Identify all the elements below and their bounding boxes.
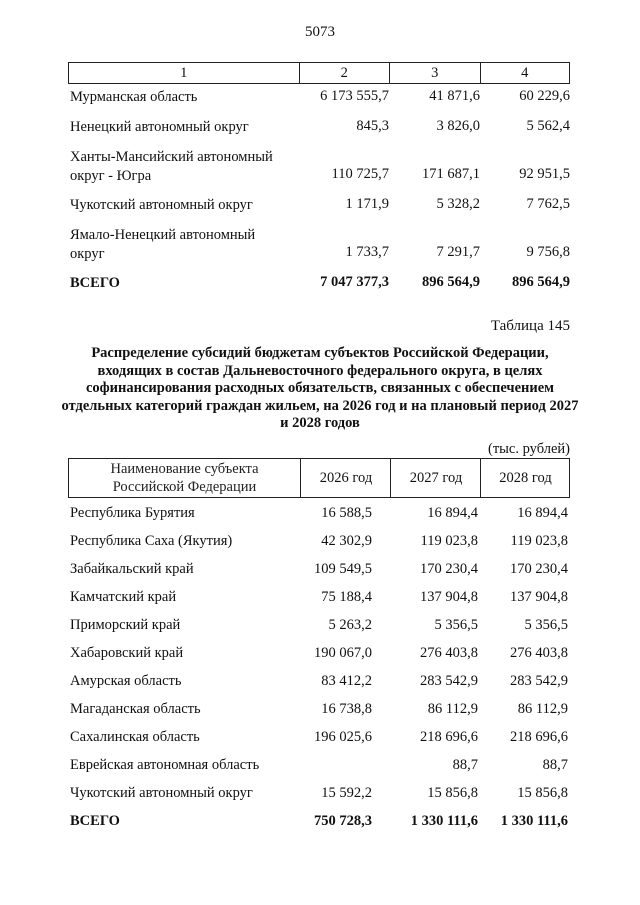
- page-number: 5073: [305, 24, 335, 40]
- column-number-2: 2: [299, 63, 389, 84]
- value-2027: 5 328,2: [436, 196, 480, 212]
- table-row: [68, 617, 570, 637]
- value-2027: 15 856,8: [427, 785, 478, 801]
- column-number-4: 4: [480, 63, 570, 84]
- region-name: Чукотский автономный округ: [70, 785, 253, 801]
- column-header-2026: 2026 год: [300, 459, 391, 497]
- total-2028: 1 330 111,6: [500, 813, 568, 829]
- value-2028: 276 403,8: [510, 645, 568, 661]
- table-row: [68, 729, 570, 749]
- value-2027: 3 826,0: [436, 118, 480, 134]
- value-2028: 9 756,8: [526, 244, 570, 260]
- value-2027: 16 894,4: [427, 505, 478, 521]
- value-2026: 16 588,5: [321, 505, 372, 521]
- value-2027: 276 403,8: [420, 645, 478, 661]
- value-2026: 6 173 555,7: [320, 88, 389, 104]
- value-2027: 5 356,5: [434, 617, 478, 633]
- region-name: Хабаровский край: [70, 645, 184, 661]
- total-2027: 1 330 111,6: [410, 813, 478, 829]
- region-name: Сахалинская область: [70, 729, 200, 745]
- value-2028: 170 230,4: [510, 561, 568, 577]
- value-2026: 109 549,5: [314, 561, 372, 577]
- value-2027: 171 687,1: [422, 166, 480, 182]
- value-2028: 7 762,5: [526, 196, 570, 212]
- value-2028: 218 696,6: [510, 729, 568, 745]
- value-2026: 42 302,9: [321, 533, 372, 549]
- value-2027: 86 112,9: [427, 701, 478, 717]
- value-2026: 1 171,9: [345, 196, 389, 212]
- value-2026: 110 725,7: [331, 166, 389, 182]
- value-2026: 5 263,2: [328, 617, 372, 633]
- table-row: [68, 561, 570, 581]
- value-2028: 119 023,8: [510, 533, 568, 549]
- value-2027: 41 871,6: [429, 88, 480, 104]
- table-row: [68, 645, 570, 665]
- column-header-2027: 2027 год: [390, 459, 481, 497]
- total-2026: 7 047 377,3: [320, 274, 389, 290]
- column-number-3: 3: [390, 63, 480, 84]
- value-2028: 5 356,5: [524, 617, 568, 633]
- region-name: Камчатский край: [70, 589, 177, 605]
- region-name: Забайкальский край: [70, 561, 194, 577]
- region-name: Ямало-Ненецкий автономный округ: [70, 227, 256, 262]
- value-2026: 1 733,7: [345, 244, 389, 260]
- continued-table-header: [68, 62, 570, 84]
- value-2027: 218 696,6: [420, 729, 478, 745]
- value-2028: 88,7: [542, 757, 568, 773]
- value-2028: 137 904,8: [510, 589, 568, 605]
- value-2028: 86 112,9: [517, 701, 568, 717]
- region-name: Еврейская автономная область: [70, 757, 260, 773]
- value-2027: 170 230,4: [420, 561, 478, 577]
- table145-header: [68, 458, 570, 498]
- region-name: Ханты-Мансийский автономный округ - Югра: [70, 149, 273, 184]
- column-number-1: 1: [69, 63, 300, 84]
- total-2026: 750 728,3: [314, 813, 372, 829]
- value-2026: 83 412,2: [321, 673, 372, 689]
- value-2028: 16 894,4: [517, 505, 568, 521]
- region-name: Магаданская область: [70, 701, 201, 717]
- value-2026: 16 738,8: [321, 701, 372, 717]
- column-header-region: Наименование субъекта Российской Федерации: [110, 461, 259, 495]
- table-row: [68, 673, 570, 693]
- value-2026: 196 025,6: [314, 729, 372, 745]
- region-name: Республика Бурятия: [70, 505, 195, 521]
- value-2026: 845,3: [356, 118, 389, 134]
- value-2027: 137 904,8: [420, 589, 478, 605]
- value-2027: 7 291,7: [436, 244, 480, 260]
- region-name: Мурманская область: [70, 89, 198, 105]
- value-2027: 283 542,9: [420, 673, 478, 689]
- table-title: Распределение субсидий бюджетам субъектов Российской Федерации, входящих в состав Дальневосточного федерального округа, в целях софинансирования расходных обязательств, связанных с обеспечением отдельных категорий граждан жильем, на 2026 год и на плановый период 2027 и 2028 годов: [61, 345, 579, 431]
- region-name: Чукотский автономный округ: [70, 197, 253, 213]
- table-row: [68, 785, 570, 805]
- total-label: ВСЕГО: [70, 813, 120, 829]
- value-2027: 119 023,8: [420, 533, 478, 549]
- total-row: [68, 813, 570, 833]
- region-name: Республика Саха (Якутия): [70, 533, 233, 549]
- table-row: [68, 757, 570, 777]
- table-row: [68, 701, 570, 721]
- value-2028: 5 562,4: [526, 118, 570, 134]
- total-2028: 896 564,9: [512, 274, 570, 290]
- value-2027: 88,7: [452, 757, 478, 773]
- table-row: [68, 505, 570, 525]
- unit-label: (тыс. рублей): [488, 441, 570, 457]
- value-2028: 92 951,5: [519, 166, 570, 182]
- region-name: Ненецкий автономный округ: [70, 119, 249, 135]
- value-2028: 15 856,8: [517, 785, 568, 801]
- region-name: Приморский край: [70, 617, 181, 633]
- total-label: ВСЕГО: [70, 275, 120, 291]
- table-row: [68, 533, 570, 553]
- region-name: Амурская область: [70, 673, 182, 689]
- value-2026: 15 592,2: [321, 785, 372, 801]
- value-2026: 75 188,4: [321, 589, 372, 605]
- value-2028: 60 229,6: [519, 88, 570, 104]
- table-number-label: Таблица 145: [490, 318, 570, 334]
- table-row: [68, 589, 570, 609]
- total-2027: 896 564,9: [422, 274, 480, 290]
- value-2028: 283 542,9: [510, 673, 568, 689]
- column-header-2028: 2028 год: [480, 459, 570, 497]
- value-2026: 190 067,0: [314, 645, 372, 661]
